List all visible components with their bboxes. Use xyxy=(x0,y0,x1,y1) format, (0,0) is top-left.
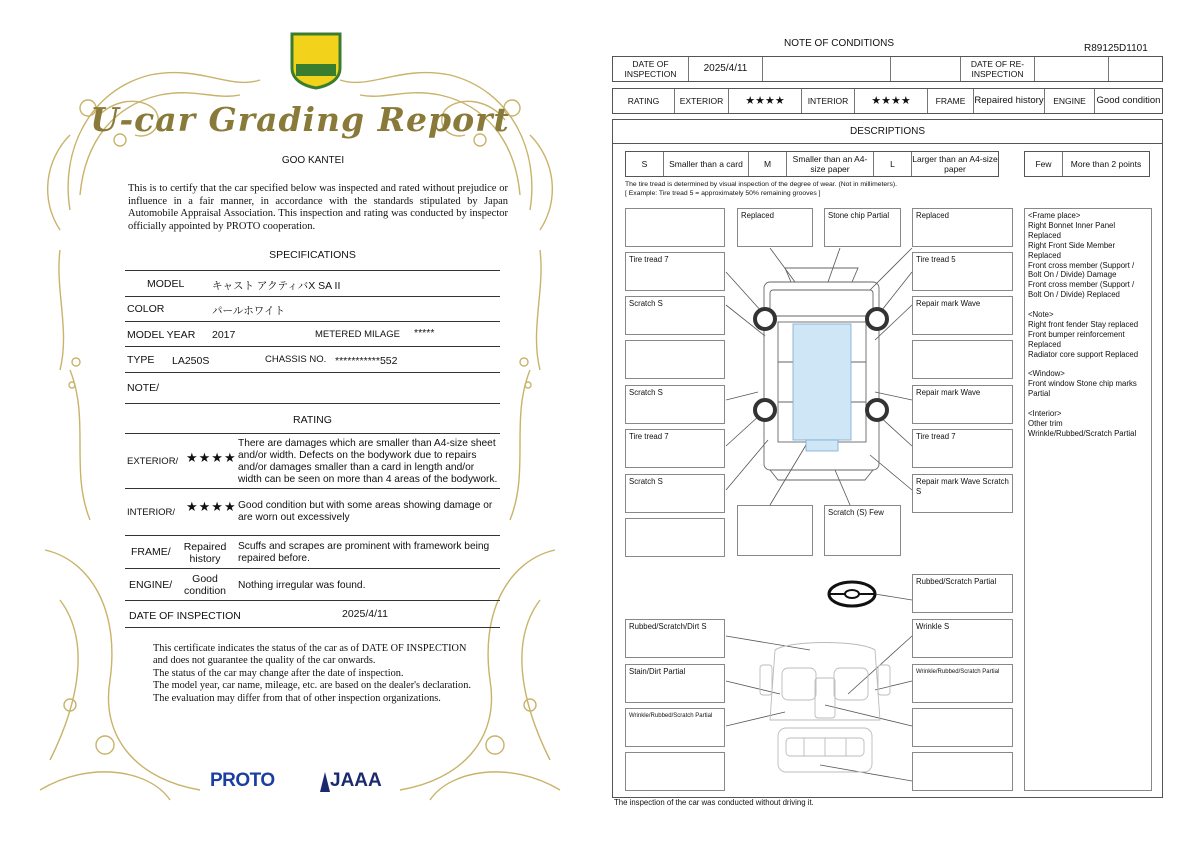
certification-statement: This is to certify that the car specified below was inspected and rated without prejudice or influence in a fair manner, in accordance with the standards stipulated by Japan Automobile Appraisal Association. This inspection and rating was conducted by inspector officially appointed by PROTO cooperation. xyxy=(128,183,508,232)
model-year-value: 2017 xyxy=(212,329,236,341)
legend-s-desc: Smaller than a card xyxy=(664,152,749,176)
organization-name: GOO KANTEI xyxy=(281,155,345,166)
exterior-note-box: Repair mark Wave Scratch S xyxy=(912,474,1013,513)
date-of-inspection-row xyxy=(125,601,500,628)
interior-stars: ★★★★ xyxy=(186,499,237,514)
note-line: Right front fender Stay replaced xyxy=(1028,319,1139,329)
tread-note-line: [ Example: Tire tread 5 = approximately 50% remaining grooves ] xyxy=(625,190,821,197)
rating-row-engine xyxy=(125,569,500,601)
jaaa-logo: JAAA xyxy=(330,770,382,791)
exterior-note-box: Tire tread 7 xyxy=(625,252,725,291)
exterior-note-box: Tire tread 5 xyxy=(912,252,1013,291)
steering-wheel-icon xyxy=(829,582,875,606)
interior-note-box: Stain/Dirt Partial xyxy=(625,664,725,703)
tread-note-line: The tire tread is determined by visual inspection of the degree of wear. (Not in millimeters). xyxy=(625,181,897,188)
exterior-description: There are damages which are smaller than A4-size sheet and/or width. Defects on the bodywork due to repairs and/or damages smaller than a card in length and/or width can be seen on more than 4 areas of the bodywork. xyxy=(238,438,498,485)
rating-row-exterior xyxy=(125,434,500,489)
legend-m-key: M xyxy=(749,152,787,176)
exterior-note-box xyxy=(625,208,725,247)
footer-line: The status of the car may change after the date of inspection. xyxy=(153,667,404,679)
frame-value-cell: Repaired history xyxy=(974,89,1045,113)
date-value-cell: 2025/4/11 xyxy=(689,57,763,81)
interior-note-box: Wrinkle S xyxy=(912,619,1013,658)
type-label: TYPE xyxy=(127,354,155,366)
model-label: MODEL xyxy=(147,278,185,290)
legend-few-desc: More than 2 points xyxy=(1070,159,1142,169)
proto-logo: PROTO xyxy=(210,770,275,791)
exterior-note-box: Tire tread 7 xyxy=(625,429,725,468)
note-line: Wrinkle/Rubbed/Scratch Partial xyxy=(1028,428,1137,438)
exterior-note-box: Scratch S xyxy=(625,296,725,335)
exterior-note-box: Scratch S xyxy=(625,385,725,424)
report-title: U-car Grading Report xyxy=(90,100,510,139)
windshield-glass xyxy=(793,324,851,440)
interior-note-box: Wrinkle/Rubbed/Scratch Partial xyxy=(625,708,725,747)
spec-row-type-chassis xyxy=(125,347,500,373)
legend-l-desc: Larger than an A4-size paper xyxy=(912,154,998,174)
note-label: NOTE/ xyxy=(127,382,160,394)
interior-note-box xyxy=(912,752,1013,791)
specifications-heading: SPECIFICATIONS xyxy=(269,249,356,261)
note-spacer xyxy=(1028,399,1148,409)
note-line: Front cross member (Support / Bolt On / Divide) Replaced xyxy=(1028,280,1135,300)
engine-description: Nothing irregular was found. xyxy=(238,580,366,591)
legend-few-key: Few xyxy=(1025,152,1063,176)
model-year-label: MODEL YEAR xyxy=(127,329,196,341)
interior-stars-cell: ★★★★ xyxy=(855,89,928,113)
color-value: パールホワイト xyxy=(212,305,285,317)
reinspection-label-cell: DATE OF RE-INSPECTION xyxy=(961,57,1035,81)
interior-label: INTERIOR/ xyxy=(127,507,176,518)
interior-note-box xyxy=(912,708,1013,747)
interior-diagram xyxy=(760,643,890,773)
interior-note-box: Rubbed/Scratch/Dirt S xyxy=(625,619,725,658)
note-line: <Interior> xyxy=(1028,409,1062,419)
date-label: DATE OF INSPECTION xyxy=(129,610,241,622)
date-value: 2025/4/11 xyxy=(342,608,388,620)
exterior-note-box: Scratch S xyxy=(625,474,725,513)
exterior-note-box: Stone chip Partial xyxy=(824,208,901,247)
footer-line: The model year, car name, mileage, etc. are based on the dealer's declaration. xyxy=(153,680,471,692)
goo-kantei-badge-icon xyxy=(288,30,344,90)
frame-value: Repaired history xyxy=(183,541,227,565)
footer-line: This certificate indicates the status of the car as of DATE OF INSPECTION and does not guarantee the quality of the car onwards. xyxy=(153,643,467,667)
note-line: Right Bonnet Inner Panel Replaced xyxy=(1028,220,1116,240)
spec-row-year-mileage xyxy=(125,322,500,347)
frame-description: Scuffs and scrapes are prominent with framework being repaired before. xyxy=(238,541,490,564)
footer-line: The evaluation may differ from that of other inspection organizations. xyxy=(153,692,441,704)
note-line: Front bumper reinforcement Replaced xyxy=(1028,329,1125,349)
rating-heading: RATING xyxy=(293,414,332,426)
note-line: Front window Stone chip marks Partial xyxy=(1028,379,1137,399)
chassis-label: CHASSIS NO. xyxy=(265,354,327,365)
model-value: キャスト アクティバX SA II xyxy=(212,280,341,292)
exterior-note-box: Replaced xyxy=(912,208,1013,247)
engine-value-cell: Good condition xyxy=(1096,95,1161,106)
color-label: COLOR xyxy=(127,303,165,315)
sponsor-logos xyxy=(210,768,410,800)
inspection-disclaimer: The inspection of the car was conducted without driving it. xyxy=(614,798,814,807)
certificate-footer xyxy=(153,643,483,705)
exterior-label: EXTERIOR/ xyxy=(127,456,179,467)
note-line: Other trim xyxy=(1028,418,1063,428)
metered-mileage-label: METERED MILAGE xyxy=(315,329,400,340)
noc-title: NOTE OF CONDITIONS xyxy=(784,38,894,49)
note-line: Front cross member (Support / Bolt On / Divide) Damage xyxy=(1028,260,1135,280)
exterior-note-box xyxy=(625,518,725,557)
exterior-note-box: Replaced xyxy=(737,208,813,247)
spec-row-color xyxy=(125,297,500,322)
exterior-note-box xyxy=(625,340,725,379)
rating-row-interior xyxy=(125,489,500,536)
report-id: R89125D1101 xyxy=(1084,43,1148,54)
legend-s-key: S xyxy=(626,152,664,176)
frame-label-cell: FRAME xyxy=(928,89,974,113)
rating-label-cell: RATING xyxy=(613,89,675,113)
chassis-value: ***********552 xyxy=(335,355,398,367)
note-spacer xyxy=(1028,300,1148,310)
note-line: Right Front Side Member Replaced xyxy=(1028,240,1116,260)
engine-value: Good condition xyxy=(183,573,227,597)
rating-row-frame xyxy=(125,536,500,569)
interior-label-cell: INTERIOR xyxy=(802,89,855,113)
exterior-note-box xyxy=(912,340,1013,379)
interior-description: Good condition but with some areas showing damage or are worn out excessively xyxy=(238,500,493,523)
frame-label: FRAME/ xyxy=(131,546,171,558)
engine-label-cell: ENGINE xyxy=(1045,89,1095,113)
note-of-conditions xyxy=(600,0,1200,848)
engine-label: ENGINE/ xyxy=(129,579,173,591)
condition-notes-column xyxy=(1024,208,1152,791)
exterior-note-box: Repair mark Wave xyxy=(912,296,1013,335)
legend-m-desc: Smaller than an A4-size paper xyxy=(787,152,874,176)
type-value: LA250S xyxy=(172,355,210,367)
spec-row-model xyxy=(125,271,500,297)
descriptions-heading: DESCRIPTIONS xyxy=(612,119,1163,144)
interior-note-box: Rubbed/Scratch Partial xyxy=(912,574,1013,613)
note-line: <Window> xyxy=(1028,369,1065,379)
exterior-stars-cell: ★★★★ xyxy=(729,89,802,113)
exterior-note-box: Repair mark Wave xyxy=(912,385,1013,424)
spec-row-note xyxy=(125,373,500,404)
note-line: <Frame place> xyxy=(1028,211,1081,220)
date-label-cell: DATE OF INSPECTION xyxy=(613,57,689,81)
interior-note-box: Wrinkle/Rubbed/Scratch Partial xyxy=(912,664,1013,703)
exterior-note-box: Scratch (S) Few xyxy=(824,505,901,556)
exterior-note-box: Tire tread 7 xyxy=(912,429,1013,468)
metered-mileage-value: ***** xyxy=(414,327,435,339)
legend-l-key: L xyxy=(874,152,912,176)
note-line: <Note> xyxy=(1028,310,1054,320)
exterior-label-cell: EXTERIOR xyxy=(675,89,729,113)
interior-note-box xyxy=(625,752,725,791)
note-line: Radiator core support Replaced xyxy=(1028,349,1139,359)
note-spacer xyxy=(1028,360,1148,370)
exterior-stars: ★★★★ xyxy=(186,450,237,465)
exterior-note-box xyxy=(737,505,813,556)
